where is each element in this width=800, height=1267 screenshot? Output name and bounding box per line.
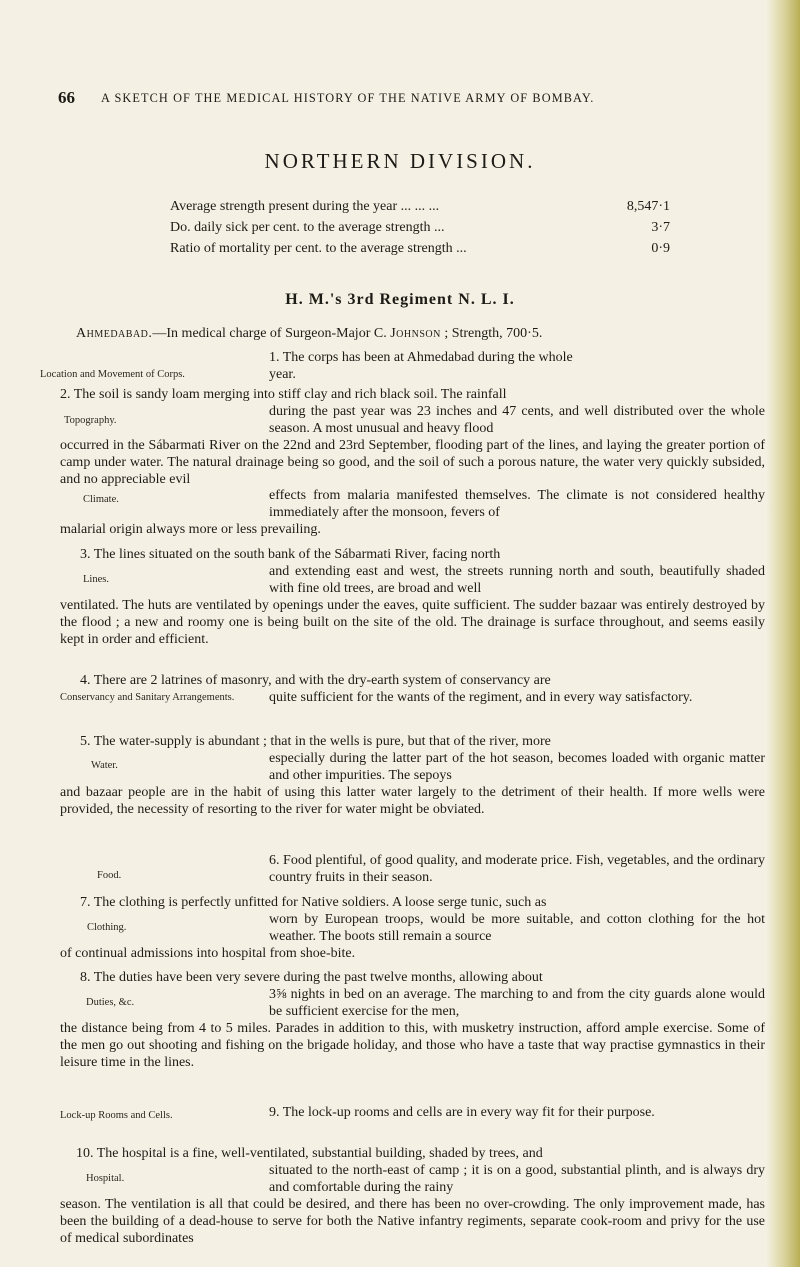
- paragraph-side: worn by European troops, would be more suitable, and cotton clothing for the hot weather. The boots still remain a source: [269, 912, 765, 944]
- paragraph-first-line: 10. The hospital is a fine, well-ventilated, substantial building, shaded by trees, and: [76, 1146, 543, 1161]
- paragraph-first-line: 1. The corps has been at Ahmedabad during the whole: [269, 350, 573, 365]
- paragraph-rest: of continual admissions into hospital from shoe-bite.: [60, 946, 356, 961]
- margin-note: Location and Movement of Corps.: [40, 369, 185, 380]
- paragraph-side: and extending east and west, the streets running north and south, beautifully shaded with fine old trees, are broad and well: [269, 564, 765, 596]
- paragraph-rest: the distance being from 4 to 5 miles. Parades in addition to this, with musketry instruction, afford ample exercise. Some of the men go out shooting and fishing on the brigade holiday, and those who have a taste that way practise gymnastics in their leisure time in the lines.: [60, 1021, 765, 1070]
- margin-note: Lock-up Rooms and Cells.: [60, 1110, 173, 1121]
- intro-text: —In medical charge of Surgeon-Major C.: [152, 326, 391, 341]
- page-header: [58, 88, 758, 112]
- paragraph-first-line: 7. The clothing is perfectly unfitted for Native soldiers. A loose serge tunic, such as: [80, 895, 547, 910]
- stat-row: [170, 238, 670, 259]
- stat-value: 3·7: [651, 220, 670, 235]
- paragraph-first-line: 5. The water-supply is abundant ; that in the wells is pure, but that of the river, more: [80, 734, 551, 749]
- paragraph-side: quite sufficient for the wants of the regiment, and in every way satisfactory.: [269, 690, 693, 705]
- paragraph-side: during the past year was 23 inches and 47 cents, and well distributed over the whole season. A most unusual and heavy flood: [269, 404, 765, 436]
- paragraph-side: effects from malaria manifested themselves. The climate is not considered healthy immediately after the monsoon, fevers of: [269, 488, 765, 520]
- paragraph-rest: and bazaar people are in the habit of using this latter water largely to the detriment of their health. If more wells were provided, the necessity of resorting to the river for water might be obviated.: [60, 785, 765, 817]
- margin-note: Climate.: [83, 494, 119, 505]
- margin-note: Topography.: [64, 415, 117, 426]
- paragraph-side: 9. The lock-up rooms and cells are in every way fit for their purpose.: [269, 1105, 655, 1120]
- paragraph-side: situated to the north-east of camp ; it is on a good, substantial plinth, and is always dry and comfortable during the rainy: [269, 1163, 765, 1195]
- margin-note: Hospital.: [86, 1173, 125, 1184]
- margin-note: Clothing.: [87, 922, 127, 933]
- division-title: NORTHERN DIVISION.: [264, 149, 536, 173]
- margin-note: Lines.: [83, 574, 109, 585]
- stat-label: Ratio of mortality per cent. to the average strength ...: [170, 241, 467, 256]
- paragraph-first-line: 8. The duties have been very severe during the past twelve months, allowing about: [80, 970, 543, 985]
- paragraph-first-line: 2. The soil is sandy loam merging into stiff clay and rich black soil. The rainfall: [60, 387, 507, 402]
- station-name: Ahmedabad.: [76, 326, 153, 341]
- stat-label: Average strength present during the year ... ... ...: [170, 199, 440, 214]
- regiment-title: H. M.'s 3rd Regiment N. L. I.: [285, 291, 515, 308]
- stat-row: [170, 196, 670, 217]
- paragraph-first-line: 3. The lines situated on the south bank of the Sábarmati River, facing north: [80, 547, 501, 562]
- paragraph-rest: occurred in the Sábarmati River on the 22nd and 23rd September, flooding part of the lines, and laying the greater portion of camp under water. The natural drainage being so good, and the soil of such a porous nature, the water very quickly subsided, and no appreciable evil: [60, 438, 765, 487]
- page-number: 66: [58, 88, 75, 107]
- paragraph-rest: malarial origin always more or less prevailing.: [60, 522, 321, 537]
- paragraph-side: especially during the latter part of the hot season, becomes loaded with organic matter and other impurities. The sepoys: [269, 751, 765, 783]
- surgeon-name: Johnson: [390, 326, 441, 341]
- margin-note: Duties, &c.: [86, 997, 135, 1008]
- page-edge-shadow: [766, 0, 800, 1267]
- paragraph-rest: ventilated. The huts are ventilated by openings under the eaves, quite sufficient. The sudder bazaar was entirely destroyed by the flood ; a new and roomy one is being built on the site of the old. The drainage is surface throughout, and seems easily kept in order and efficient.: [60, 598, 765, 647]
- margin-note: Water.: [91, 760, 118, 771]
- paragraph-rest: season. The ventilation is all that could be desired, and there has been no over-crowding. The only improvement made, has been the building of a dead-house to serve for both the Native infantry regiments, separate cook-room and privy for the use of medical subordinates: [60, 1197, 765, 1246]
- paragraph-side: 6. Food plentiful, of good quality, and moderate price. Fish, vegetables, and the ordinary country fruits in their season.: [269, 853, 765, 885]
- stat-row: [170, 217, 670, 238]
- paragraph-first-line: 4. There are 2 latrines of masonry, and with the dry-earth system of conservancy are: [80, 673, 551, 688]
- paragraph-side: year.: [269, 367, 296, 382]
- stat-label: Do. daily sick per cent. to the average strength ...: [170, 220, 445, 235]
- stat-value: 0·9: [651, 241, 670, 256]
- margin-note: Conservancy and Sanitary Arrangements.: [60, 692, 235, 703]
- intro-strength: ; Strength, 700·5.: [440, 326, 543, 341]
- paragraph-side: 3⅝ nights in bed on an average. The marching to and from the city guards alone would be sufficient exercise for the men,: [269, 987, 765, 1019]
- stat-value: 8,547·1: [626, 199, 670, 214]
- summary-statistics: [170, 196, 670, 259]
- margin-note: Food.: [97, 870, 122, 881]
- running-head: A SKETCH OF THE MEDICAL HISTORY OF THE NATIVE ARMY OF BOMBAY.: [101, 91, 595, 105]
- intro-line: [76, 326, 776, 342]
